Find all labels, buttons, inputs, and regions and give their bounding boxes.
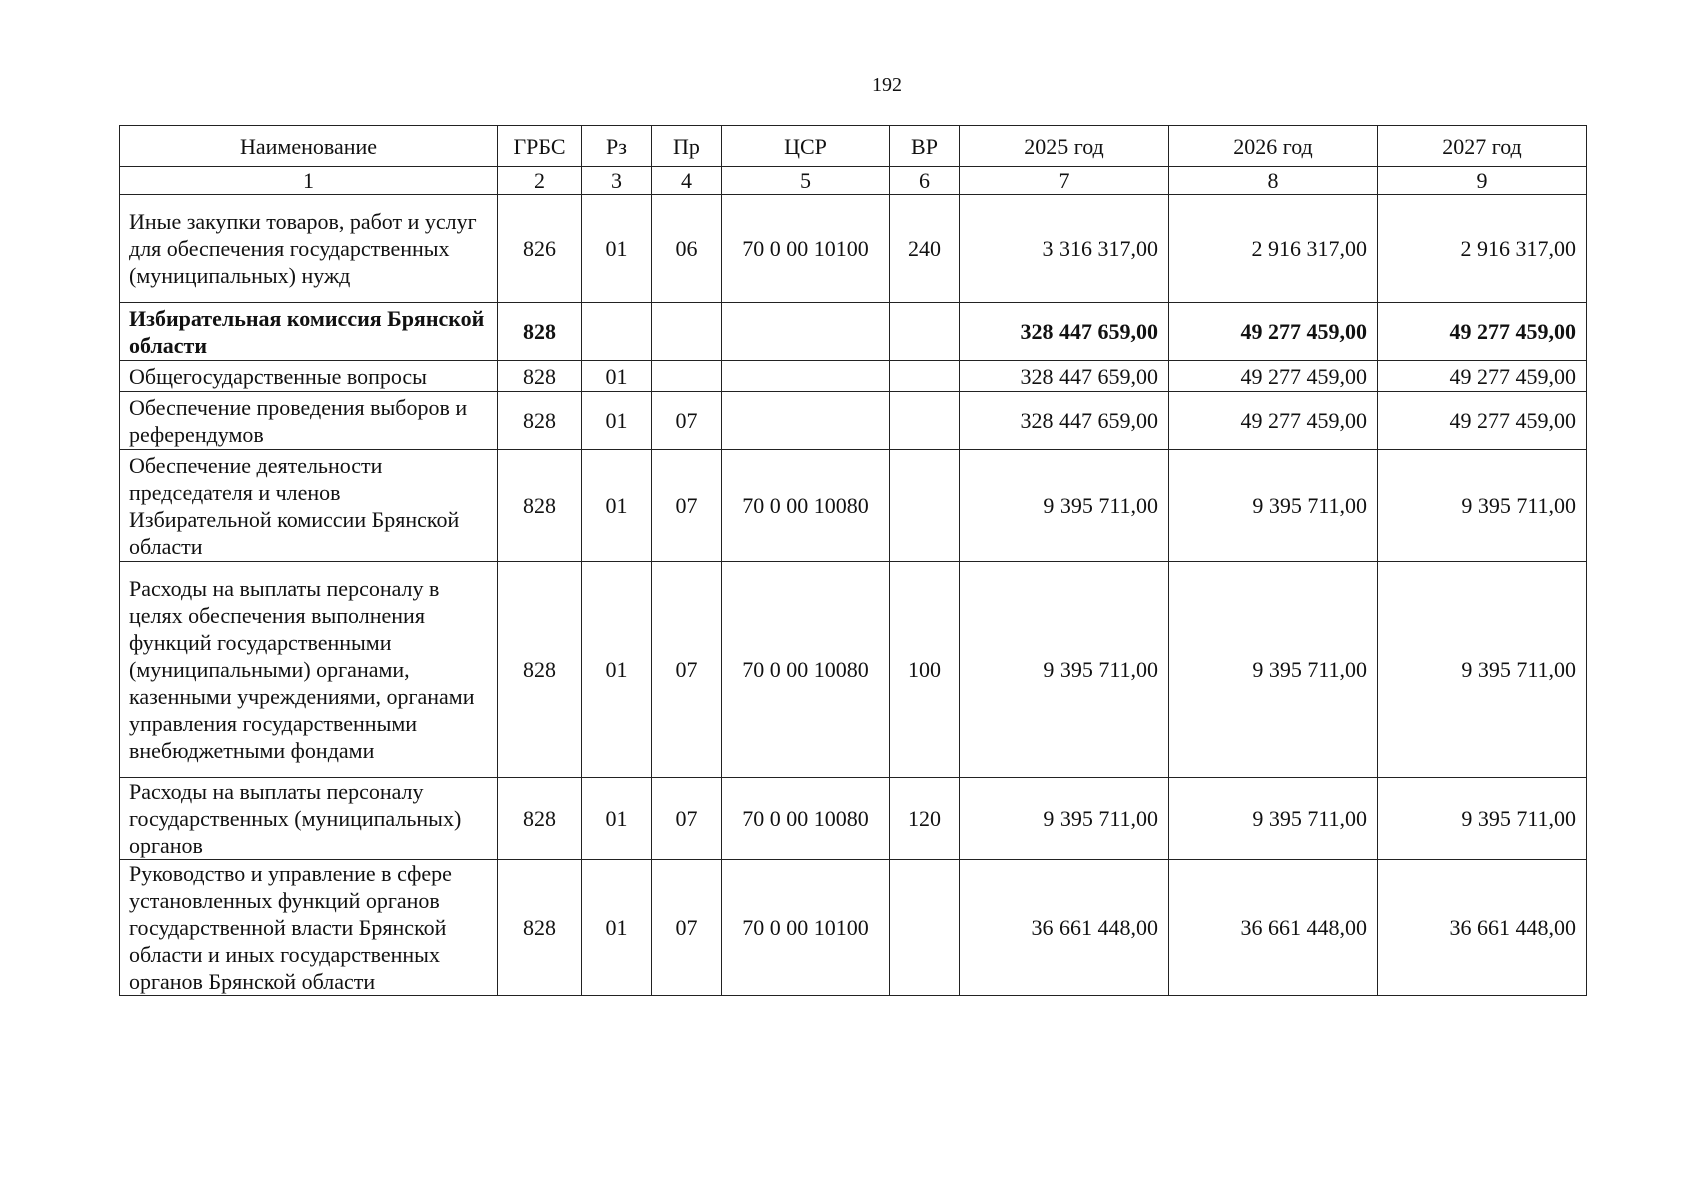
column-number: 8 — [1169, 167, 1378, 195]
row-rz: 01 — [582, 860, 652, 996]
table-row — [120, 562, 1587, 778]
row-name: Обеспечение деятельности председателя и членов Избирательной комиссии Брянской области — [120, 450, 498, 562]
row-csr: 70 0 00 10080 — [722, 778, 890, 860]
row-rz: 01 — [582, 450, 652, 562]
table-row — [120, 450, 1587, 562]
row-amount-2027: 49 277 459,00 — [1378, 303, 1587, 361]
row-amount-2025: 3 316 317,00 — [960, 195, 1169, 303]
table-row — [120, 392, 1587, 450]
row-amount-2027: 9 395 711,00 — [1378, 450, 1587, 562]
row-grbs: 828 — [498, 562, 582, 778]
row-amount-2026: 9 395 711,00 — [1169, 778, 1378, 860]
row-name: Расходы на выплаты персоналу государственных (муниципальных) органов — [120, 778, 498, 860]
row-grbs: 828 — [498, 860, 582, 996]
row-csr: 70 0 00 10080 — [722, 450, 890, 562]
row-grbs: 828 — [498, 361, 582, 392]
row-amount-2027: 2 916 317,00 — [1378, 195, 1587, 303]
page-number: 192 — [872, 74, 902, 96]
table-header-row — [120, 126, 1587, 167]
row-csr: 70 0 00 10100 — [722, 860, 890, 996]
row-pr — [652, 361, 722, 392]
column-header-2025: 2025 год — [960, 126, 1169, 167]
column-header-2027: 2027 год — [1378, 126, 1587, 167]
row-grbs: 828 — [498, 778, 582, 860]
column-header-vr: ВР — [890, 126, 960, 167]
row-amount-2026: 49 277 459,00 — [1169, 392, 1378, 450]
row-rz: 01 — [582, 562, 652, 778]
row-amount-2026: 36 661 448,00 — [1169, 860, 1378, 996]
row-pr: 07 — [652, 860, 722, 996]
row-vr — [890, 392, 960, 450]
row-amount-2025: 9 395 711,00 — [960, 562, 1169, 778]
row-pr: 07 — [652, 778, 722, 860]
row-name: Иные закупки товаров, работ и услуг для обеспечения государственных (муниципальных) нужд — [120, 195, 498, 303]
row-pr: 07 — [652, 392, 722, 450]
row-name: Расходы на выплаты персоналу в целях обеспечения выполнения функций государственными (муниципальными) органами, казенными учреждениями, органами управления государственными внебюджетными фондами — [120, 562, 498, 778]
row-amount-2026: 9 395 711,00 — [1169, 450, 1378, 562]
row-amount-2025: 9 395 711,00 — [960, 778, 1169, 860]
row-amount-2026: 49 277 459,00 — [1169, 303, 1378, 361]
row-amount-2026: 2 916 317,00 — [1169, 195, 1378, 303]
row-csr — [722, 361, 890, 392]
row-rz: 01 — [582, 778, 652, 860]
row-amount-2026: 9 395 711,00 — [1169, 562, 1378, 778]
row-name: Руководство и управление в сфере установленных функций органов государственной власти Брянской области и иных государственных органов Брянской области — [120, 860, 498, 996]
row-name: Общегосударственные вопросы — [120, 361, 498, 392]
column-header-rz: Рз — [582, 126, 652, 167]
table-row — [120, 361, 1587, 392]
row-rz: 01 — [582, 361, 652, 392]
column-number: 2 — [498, 167, 582, 195]
row-vr — [890, 361, 960, 392]
column-number: 1 — [120, 167, 498, 195]
row-vr — [890, 303, 960, 361]
row-vr — [890, 860, 960, 996]
column-header-name: Наименование — [120, 126, 498, 167]
row-pr — [652, 303, 722, 361]
column-header-csr: ЦСР — [722, 126, 890, 167]
row-vr: 240 — [890, 195, 960, 303]
row-amount-2027: 9 395 711,00 — [1378, 778, 1587, 860]
table-row — [120, 195, 1587, 303]
row-amount-2027: 9 395 711,00 — [1378, 562, 1587, 778]
row-vr: 100 — [890, 562, 960, 778]
row-amount-2026: 49 277 459,00 — [1169, 361, 1378, 392]
column-number: 5 — [722, 167, 890, 195]
table-row — [120, 778, 1587, 860]
table-row — [120, 860, 1587, 996]
row-amount-2027: 49 277 459,00 — [1378, 361, 1587, 392]
row-csr — [722, 392, 890, 450]
column-header-pr: Пр — [652, 126, 722, 167]
column-number: 6 — [890, 167, 960, 195]
row-pr: 07 — [652, 450, 722, 562]
row-pr: 06 — [652, 195, 722, 303]
row-grbs: 828 — [498, 450, 582, 562]
row-vr: 120 — [890, 778, 960, 860]
row-csr: 70 0 00 10100 — [722, 195, 890, 303]
column-header-2026: 2026 год — [1169, 126, 1378, 167]
row-name: Обеспечение проведения выборов и референдумов — [120, 392, 498, 450]
row-rz — [582, 303, 652, 361]
column-number: 3 — [582, 167, 652, 195]
row-amount-2025: 328 447 659,00 — [960, 303, 1169, 361]
row-grbs: 826 — [498, 195, 582, 303]
column-number: 9 — [1378, 167, 1587, 195]
row-grbs: 828 — [498, 392, 582, 450]
row-rz: 01 — [582, 392, 652, 450]
table-row — [120, 303, 1587, 361]
row-rz: 01 — [582, 195, 652, 303]
column-number: 7 — [960, 167, 1169, 195]
row-amount-2025: 328 447 659,00 — [960, 392, 1169, 450]
column-number: 4 — [652, 167, 722, 195]
row-amount-2027: 36 661 448,00 — [1378, 860, 1587, 996]
row-pr: 07 — [652, 562, 722, 778]
row-amount-2025: 9 395 711,00 — [960, 450, 1169, 562]
budget-table — [119, 125, 1587, 996]
row-csr: 70 0 00 10080 — [722, 562, 890, 778]
row-grbs: 828 — [498, 303, 582, 361]
column-header-grbs: ГРБС — [498, 126, 582, 167]
row-vr — [890, 450, 960, 562]
column-number-row — [120, 167, 1587, 195]
row-name: Избирательная комиссия Брянской области — [120, 303, 498, 361]
row-csr — [722, 303, 890, 361]
row-amount-2025: 328 447 659,00 — [960, 361, 1169, 392]
row-amount-2025: 36 661 448,00 — [960, 860, 1169, 996]
row-amount-2027: 49 277 459,00 — [1378, 392, 1587, 450]
